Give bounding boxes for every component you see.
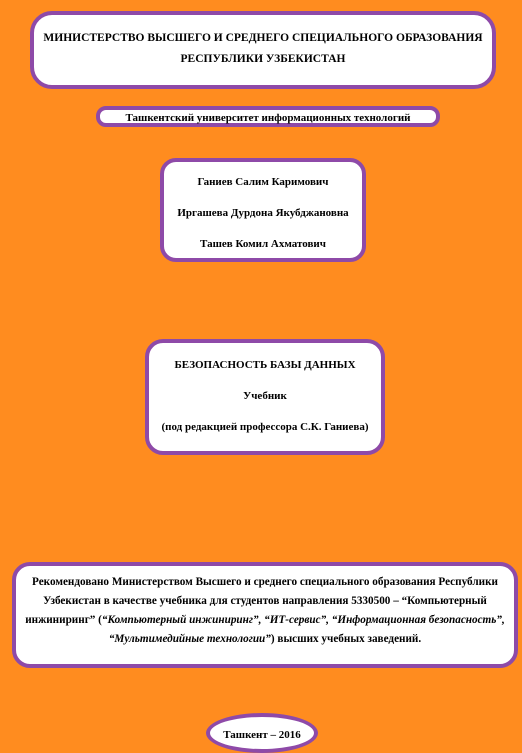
ministry-line-2: РЕСПУБЛИКИ УЗБЕКИСТАН (180, 53, 346, 65)
ministry-header (30, 11, 496, 89)
recommendation-text-2: ) высших учебных заведений. (270, 633, 422, 645)
authors-box (160, 158, 366, 262)
author-3: Ташев Комил Ахматович (200, 238, 326, 250)
university-name (96, 106, 440, 127)
recommendation-text-1: Рекомендовано Министерством Высшего и среднего специального образования Республики Узбекистан в качестве учебника для студентов направления 5330500 – “Компьютерный инжиниринг” ( (25, 576, 498, 626)
university-label: Ташкентский университет информационных технологий (125, 112, 411, 124)
book-title-box (145, 339, 385, 455)
city-year-label: Ташкент – 2016 (223, 729, 301, 741)
book-title: БЕЗОПАСНОСТЬ БАЗЫ ДАННЫХ (174, 359, 356, 371)
recommendation-specialties: “Компьютерный инжиниринг”, “ИТ-сервис”, “Информационная безопасность”, “Мультимедийные технологии” (101, 614, 505, 645)
recommendation-box (12, 562, 518, 668)
book-type: Учебник (243, 390, 287, 402)
city-year-badge (206, 713, 318, 753)
ministry-line-1: МИНИСТЕРСТВО ВЫСШЕГО И СРЕДНЕГО СПЕЦИАЛЬНОГО ОБРАЗОВАНИЯ (43, 32, 483, 44)
author-1: Ганиев Салим Каримович (197, 176, 329, 188)
book-editor: (под редакцией профессора С.К. Ганиева) (161, 421, 369, 433)
author-2: Иргашева Дурдона Якубджановна (177, 207, 349, 219)
